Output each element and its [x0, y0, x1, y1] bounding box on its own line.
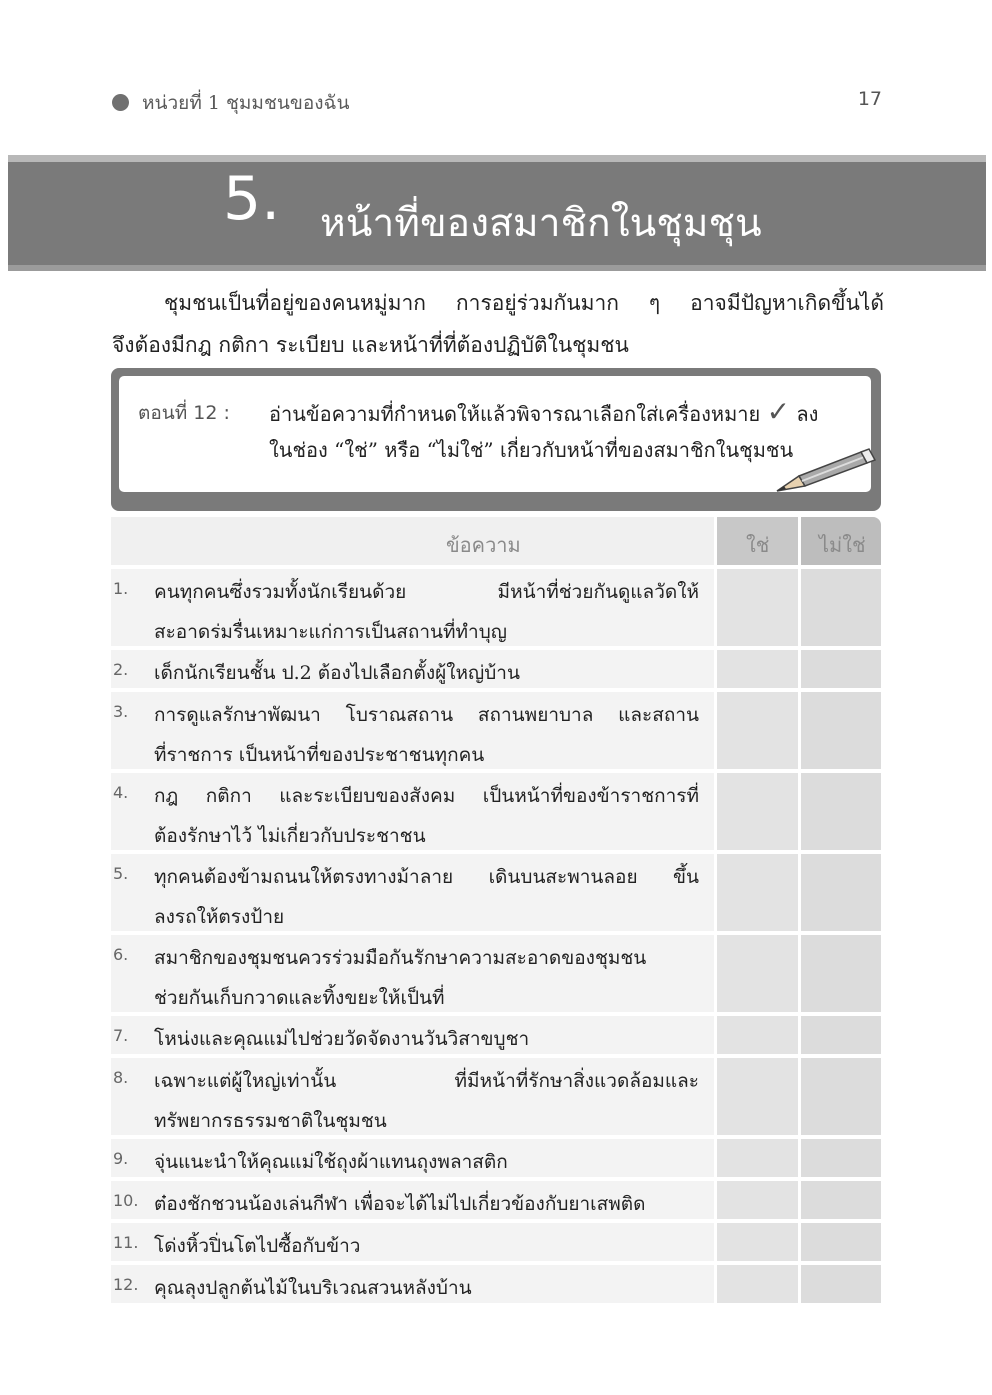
- section-number: 5.: [223, 164, 281, 234]
- table-row: [111, 1139, 881, 1177]
- no-checkbox-cell[interactable]: [801, 773, 881, 850]
- statement-line-1: คนทุกคนซึ่งรวมทั้งนักเรียนด้วย มีหน้าที่ช่วยกันดูแลวัดให้: [154, 581, 699, 603]
- header-no: ไม่ใช่: [819, 533, 866, 557]
- intro-line-2: จึงต้องมีกฎ กติกา ระเบียบ และหน้าที่ที่ต้องปฏิบัติในชุมชน: [112, 333, 629, 357]
- statement-line-2: ทรัพยากรธรรมชาติในชุมชน: [154, 1110, 387, 1132]
- header-yes: ใช่: [746, 533, 770, 557]
- no-checkbox-cell[interactable]: [801, 692, 881, 769]
- section-title: หน้าที่ของสมาชิกในชุมชุน: [320, 201, 762, 246]
- table-row: [111, 1058, 881, 1135]
- no-checkbox-cell[interactable]: [801, 1016, 881, 1054]
- statement-line-1: ต๋องชักชวนน้องเล่นกีฬา เพื่อจะได้ไม่ไปเกี่ยวข้องกับยาเสพติด: [154, 1193, 646, 1215]
- table-row: [111, 935, 881, 1012]
- no-checkbox-cell[interactable]: [801, 935, 881, 1012]
- check-mark-icon: ✓: [766, 395, 791, 428]
- row-number: 3.: [113, 702, 129, 721]
- pencil-icon: [769, 446, 879, 496]
- statement-line-1: เฉพาะแต่ผู้ใหญ่เท่านั้น ที่มีหน้าที่รักษาสิ่งแวดล้อมและ: [154, 1070, 699, 1092]
- task-box: [111, 368, 881, 511]
- yes-checkbox-cell[interactable]: [717, 569, 798, 646]
- page-number: 17: [857, 88, 882, 110]
- section-banner: [8, 155, 986, 271]
- statement-line-1: ทุกคนต้องข้ามถนนให้ตรงทางม้าลาย เดินบนสะพานลอย ขึ้น: [154, 866, 699, 888]
- row-number: 10.: [113, 1191, 139, 1210]
- statement-line-2: สะอาดร่มรื่นเหมาะแก่การเป็นสถานที่ทำบุญ: [154, 621, 507, 643]
- yes-checkbox-cell[interactable]: [717, 1181, 798, 1219]
- no-checkbox-cell[interactable]: [801, 854, 881, 931]
- yes-checkbox-cell[interactable]: [717, 1223, 798, 1261]
- no-checkbox-cell[interactable]: [801, 569, 881, 646]
- intro-line-1: ชุมชนเป็นที่อยู่ของคนหมู่มาก การอยู่ร่วมกันมาก ๆ อาจมีปัญหาเกิดขึ้นได้: [164, 291, 884, 315]
- running-head: [112, 86, 882, 116]
- row-number: 2.: [113, 660, 129, 679]
- table-row: [111, 773, 881, 850]
- table-row: [111, 692, 881, 769]
- table-row: [111, 569, 881, 646]
- row-number: 5.: [113, 864, 129, 883]
- table-row: [111, 1265, 881, 1303]
- statement-line-1: จุ่นแนะนำให้คุณแม่ใช้ถุงผ้าแทนถุงพลาสติก: [154, 1151, 508, 1173]
- statement-line-2: ช่วยกันเก็บกวาดและทิ้งขยะให้เป็นที่: [154, 987, 445, 1009]
- table-row: [111, 1016, 881, 1054]
- yes-checkbox-cell[interactable]: [717, 935, 798, 1012]
- yes-checkbox-cell[interactable]: [717, 1058, 798, 1135]
- statement-line-1: กฎ กติกา และระเบียบของสังคม เป็นหน้าที่ของข้าราชการที่: [154, 785, 699, 807]
- no-checkbox-cell[interactable]: [801, 1265, 881, 1303]
- statement-text: [154, 938, 699, 1018]
- bullet-dot-icon: [112, 94, 129, 111]
- yes-checkbox-cell[interactable]: [717, 1265, 798, 1303]
- statement-line-1: การดูแลรักษาพัฒนา โบราณสถาน สถานพยาบาล และสถาน: [154, 704, 699, 726]
- table-row: [111, 1181, 881, 1219]
- statement-line-1: เด็กนักเรียนชั้น ป.2 ต้องไปเลือกตั้งผู้ใหญ่บ้าน: [154, 662, 520, 684]
- task-line-2: ในช่อง “ใช่” หรือ “ไม่ใช่” เกี่ยวกับหน้าที่ของสมาชิกในชุมชน: [269, 438, 794, 462]
- row-number: 1.: [113, 579, 129, 598]
- row-number: 4.: [113, 783, 129, 802]
- statement-line-2: ลงรถให้ตรงป้าย: [154, 906, 285, 928]
- yes-checkbox-cell[interactable]: [717, 692, 798, 769]
- yes-checkbox-cell[interactable]: [717, 650, 798, 688]
- table-row: [111, 854, 881, 931]
- statement-text: [154, 1061, 699, 1141]
- table-row: [111, 1223, 881, 1261]
- yes-checkbox-cell[interactable]: [717, 1139, 798, 1177]
- yes-checkbox-cell[interactable]: [717, 1016, 798, 1054]
- table-header: [111, 517, 881, 565]
- row-number: 11.: [113, 1233, 139, 1252]
- statement-line-2: ต้องรักษาไว้ ไม่เกี่ยวกับประชาชน: [154, 825, 426, 847]
- statement-text: [154, 572, 699, 652]
- statement-line-2: ที่ราชการ เป็นหน้าที่ของประชาชนทุกคน: [154, 744, 485, 766]
- statement-text: [154, 1226, 699, 1266]
- row-number: 6.: [113, 945, 129, 964]
- no-checkbox-cell[interactable]: [801, 650, 881, 688]
- statement-line-1: คุณลุงปลูกต้นไม้ในบริเวณสวนหลังบ้าน: [154, 1277, 472, 1299]
- task-label: ตอนที่ 12 :: [138, 402, 230, 424]
- statement-line-1: สมาชิกของชุมชนควรร่วมมือกันรักษาความสะอาดของชุมชน: [154, 947, 647, 969]
- statement-line-1: โหน่งและคุณแม่ไปช่วยวัดจัดงานวันวิสาขบูชา: [154, 1028, 530, 1050]
- no-checkbox-cell[interactable]: [801, 1139, 881, 1177]
- statement-text: [154, 857, 699, 937]
- statement-text: [154, 1268, 699, 1308]
- table-row: [111, 650, 881, 688]
- statement-line-1: โด่งหิ้วปิ่นโตไปซื้อกับข้าว: [154, 1235, 361, 1257]
- statement-text: [154, 653, 699, 693]
- task-line-1-end: ลง: [796, 402, 819, 426]
- header-statement: ข้อความ: [446, 533, 521, 557]
- task-line-1-text: อ่านข้อความที่กำหนดให้แล้วพิจารณาเลือกใส่เครื่องหมาย: [269, 402, 761, 426]
- no-checkbox-cell[interactable]: [801, 1181, 881, 1219]
- statement-text: [154, 1142, 699, 1182]
- statement-text: [154, 776, 699, 856]
- no-checkbox-cell[interactable]: [801, 1058, 881, 1135]
- row-number: 7.: [113, 1026, 129, 1045]
- row-number: 12.: [113, 1275, 139, 1294]
- no-checkbox-cell[interactable]: [801, 1223, 881, 1261]
- row-number: 8.: [113, 1068, 129, 1087]
- statement-text: [154, 1019, 699, 1059]
- yes-checkbox-cell[interactable]: [717, 854, 798, 931]
- task-line-1: [269, 394, 859, 432]
- task-inner: [119, 376, 871, 492]
- unit-title: หน่วยที่ 1 ชุมมชนของฉัน: [142, 92, 350, 114]
- statement-text: [154, 695, 699, 775]
- yes-checkbox-cell[interactable]: [717, 773, 798, 850]
- statement-text: [154, 1184, 699, 1224]
- row-number: 9.: [113, 1149, 129, 1168]
